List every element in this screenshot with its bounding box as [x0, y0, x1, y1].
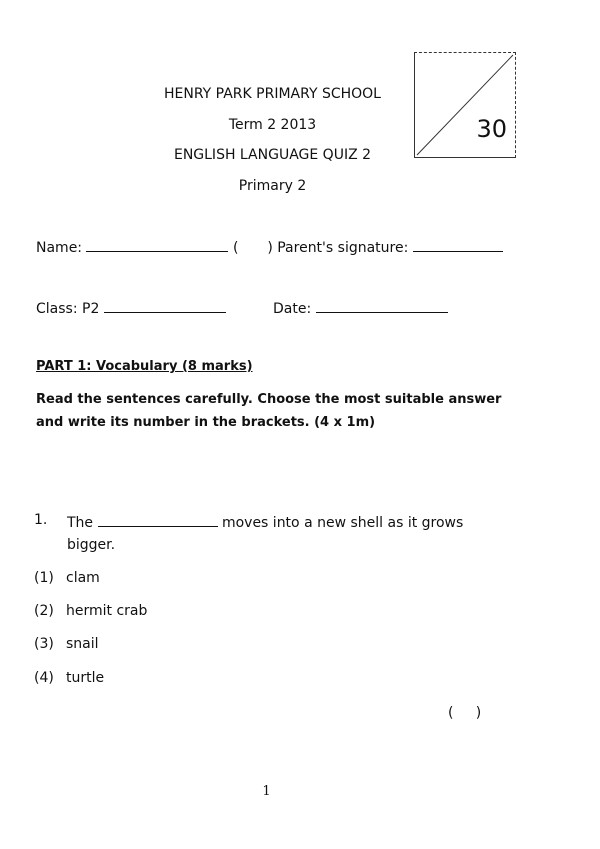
level-label: Primary 2: [238, 178, 307, 194]
option-number: (4): [34, 670, 54, 686]
option-number: (2): [34, 603, 54, 619]
date-field: [273, 298, 448, 317]
quiz-title: ENGLISH LANGUAGE QUIZ 2: [173, 147, 372, 163]
option-number: (3): [34, 636, 54, 652]
index-blank[interactable]: [243, 238, 263, 252]
class-label: Class: P2: [36, 301, 100, 317]
question-text: [67, 512, 463, 531]
option-number: (1): [34, 570, 54, 586]
question-text-before: The: [67, 515, 94, 531]
question-text-line-2: bigger.: [67, 537, 116, 553]
date-label: Date:: [273, 301, 312, 317]
option-text: hermit crab: [66, 603, 148, 619]
option-text: clam: [66, 570, 100, 586]
question-blank[interactable]: [98, 512, 218, 527]
parent-signature-label: Parent's signature:: [277, 240, 409, 256]
answer-bracket[interactable]: ( ): [448, 705, 482, 721]
instruction-line-2: and write its number in the brackets. (4 x 1m): [36, 415, 376, 430]
option-text: snail: [66, 636, 99, 652]
part1-title: PART 1: Vocabulary (8 marks): [36, 359, 253, 374]
page-number: 1: [262, 784, 271, 799]
score-total: 30: [476, 115, 507, 143]
name-blank[interactable]: [86, 237, 228, 252]
index-open: (: [232, 240, 239, 256]
school-name: HENRY PARK PRIMARY SCHOOL: [164, 86, 381, 102]
name-field: [36, 237, 503, 256]
instruction-line-1: Read the sentences carefully. Choose the most suitable answer: [36, 392, 502, 407]
score-box: [414, 52, 516, 158]
class-blank[interactable]: [104, 298, 226, 313]
parent-signature-blank[interactable]: [413, 237, 503, 252]
term-label: Term 2 2013: [228, 117, 317, 133]
name-label: Name:: [36, 240, 83, 256]
class-field: [36, 298, 226, 317]
option-text: turtle: [66, 670, 105, 686]
question-number: 1.: [34, 512, 48, 528]
question-text-after: moves into a new shell as it grows: [221, 515, 464, 531]
date-blank[interactable]: [316, 298, 448, 313]
index-close: ): [267, 240, 273, 256]
